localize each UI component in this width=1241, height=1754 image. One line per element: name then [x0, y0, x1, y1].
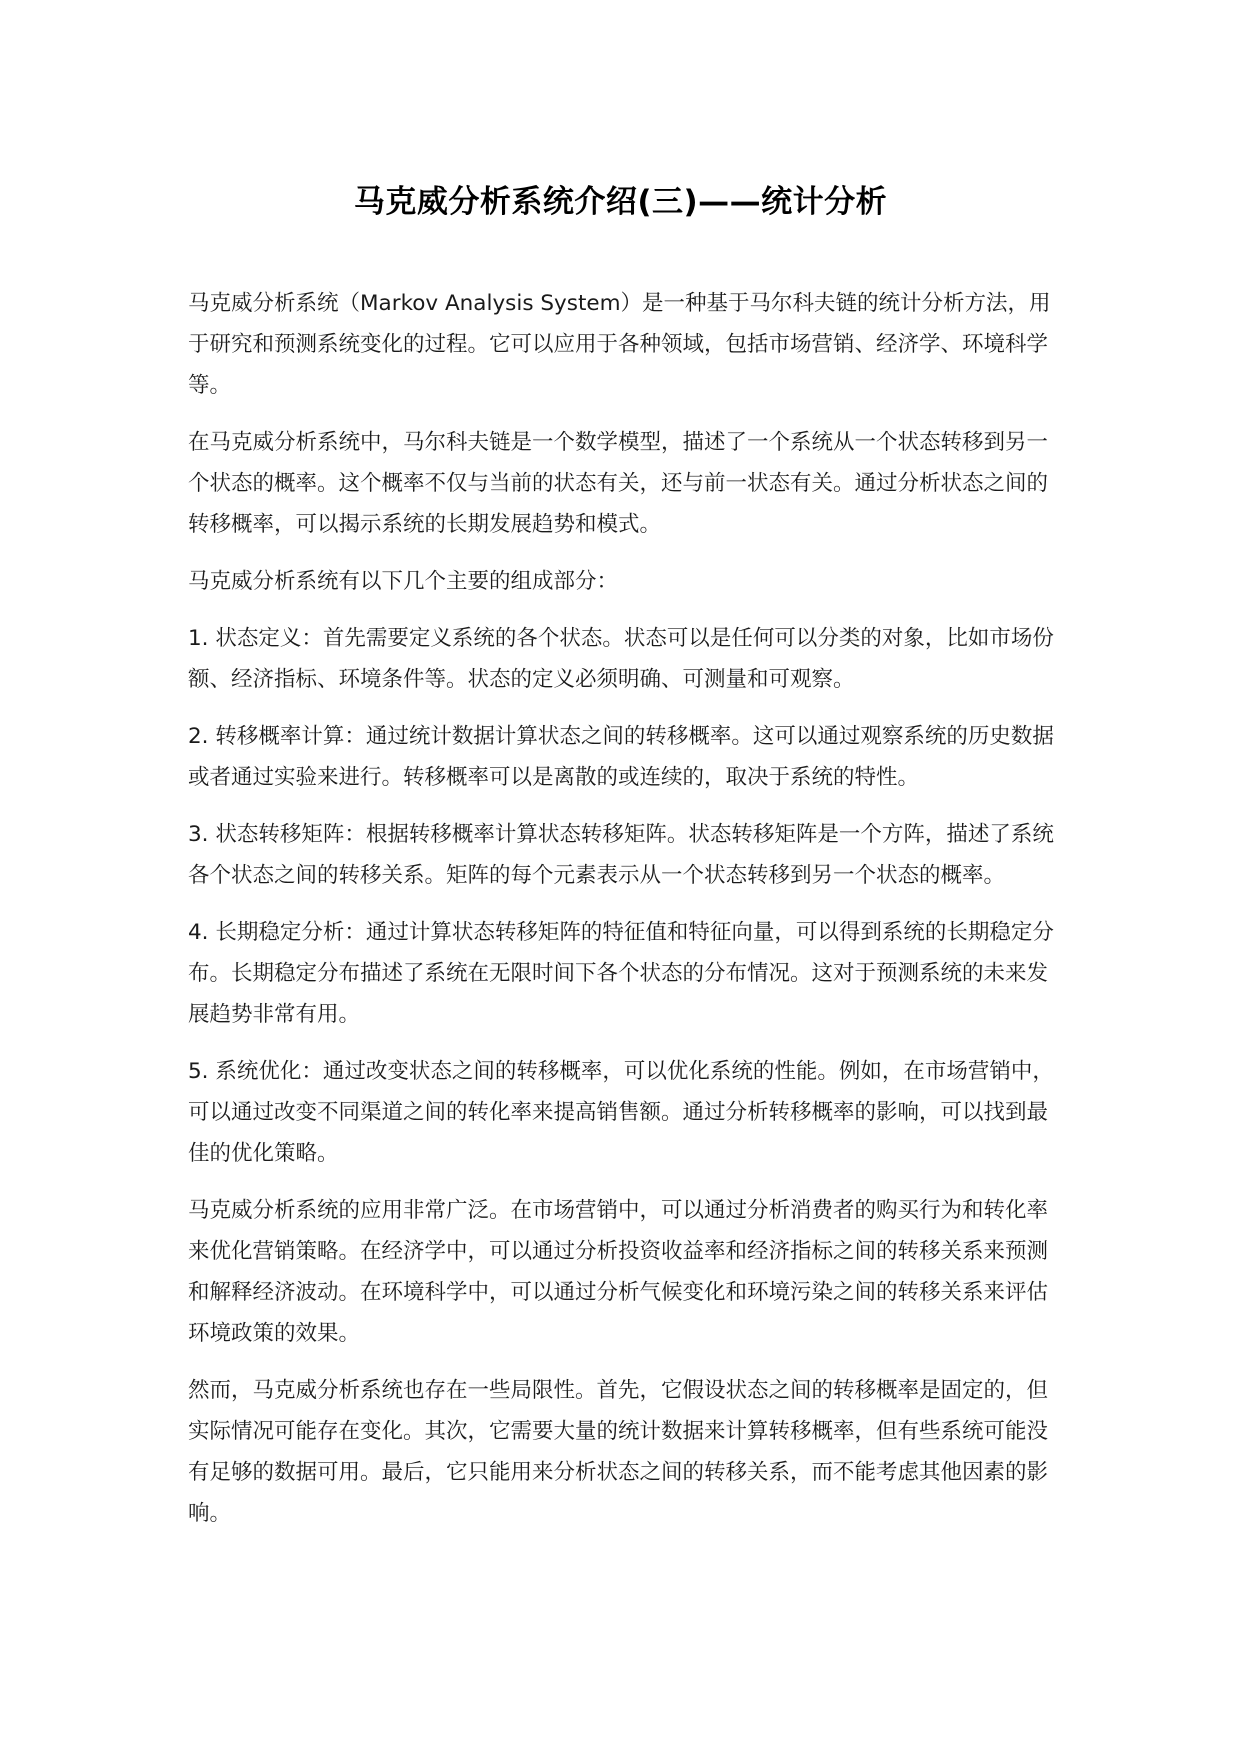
list-item-long-term-analysis: 4. 长期稳定分析：通过计算状态转移矩阵的特征值和特征向量，可以得到系统的长期稳定分布。长期稳定分布描述了系统在无限时间下各个状态的分布情况。这对于预测系统的未来发展趋势非常有用。 [188, 920, 1054, 1027]
paragraph-intro: 马克威分析系统（Markov Analysis System）是一种基于马尔科夫链的统计分析方法，用于研究和预测系统变化的过程。它可以应用于各种领域，包括市场营销、经济学、环境科学等。 [188, 291, 1051, 398]
page-title: 马克威分析系统介绍(三)——统计分析 [353, 184, 888, 220]
document-body [188, 283, 1068, 1550]
paragraph-limitations: 然而，马克威分析系统也存在一些局限性。首先，它假设状态之间的转移概率是固定的，但实际情况可能存在变化。其次，它需要大量的统计数据来计算转移概率，但有些系统可能没有足够的数据可用。最后，它只能用来分析状态之间的转移关系，而不能考虑其他因素的影响。 [188, 1378, 1049, 1526]
paragraph-applications: 马克威分析系统的应用非常广泛。在市场营销中，可以通过分析消费者的购买行为和转化率来优化营销策略。在经济学中，可以通过分析投资收益率和经济指标之间的转移关系来预测和解释经济波动。在环境科学中，可以通过分析气候变化和环境污染之间的转移关系来评估环境政策的效果。 [188, 1198, 1049, 1346]
list-item-state-definition: 1. 状态定义：首先需要定义系统的各个状态。状态可以是任何可以分类的对象，比如市场份额、经济指标、环境条件等。状态的定义必须明确、可测量和可观察。 [188, 626, 1054, 692]
list-item-transition-matrix: 3. 状态转移矩阵：根据转移概率计算状态转移矩阵。状态转移矩阵是一个方阵，描述了系统各个状态之间的转移关系。矩阵的每个元素表示从一个状态转移到另一个状态的概率。 [188, 822, 1054, 888]
list-item-system-optimization: 5. 系统优化：通过改变状态之间的转移概率，可以优化系统的性能。例如，在市场营销中，可以通过改变不同渠道之间的转化率来提高销售额。通过分析转移概率的影响，可以找到最佳的优化策略。 [188, 1059, 1054, 1166]
list-item-transition-probability: 2. 转移概率计算：通过统计数据计算状态之间的转移概率。这可以通过观察系统的历史数据或者通过实验来进行。转移概率可以是离散的或连续的，取决于系统的特性。 [188, 724, 1054, 790]
paragraph-components-intro: 马克威分析系统有以下几个主要的组成部分： [188, 569, 619, 594]
paragraph-markov-chain: 在马克威分析系统中，马尔科夫链是一个数学模型，描述了一个系统从一个状态转移到另一个状态的概率。这个概率不仅与当前的状态有关，还与前一状态有关。通过分析状态之间的转移概率，可以揭示系统的长期发展趋势和模式。 [188, 430, 1049, 537]
